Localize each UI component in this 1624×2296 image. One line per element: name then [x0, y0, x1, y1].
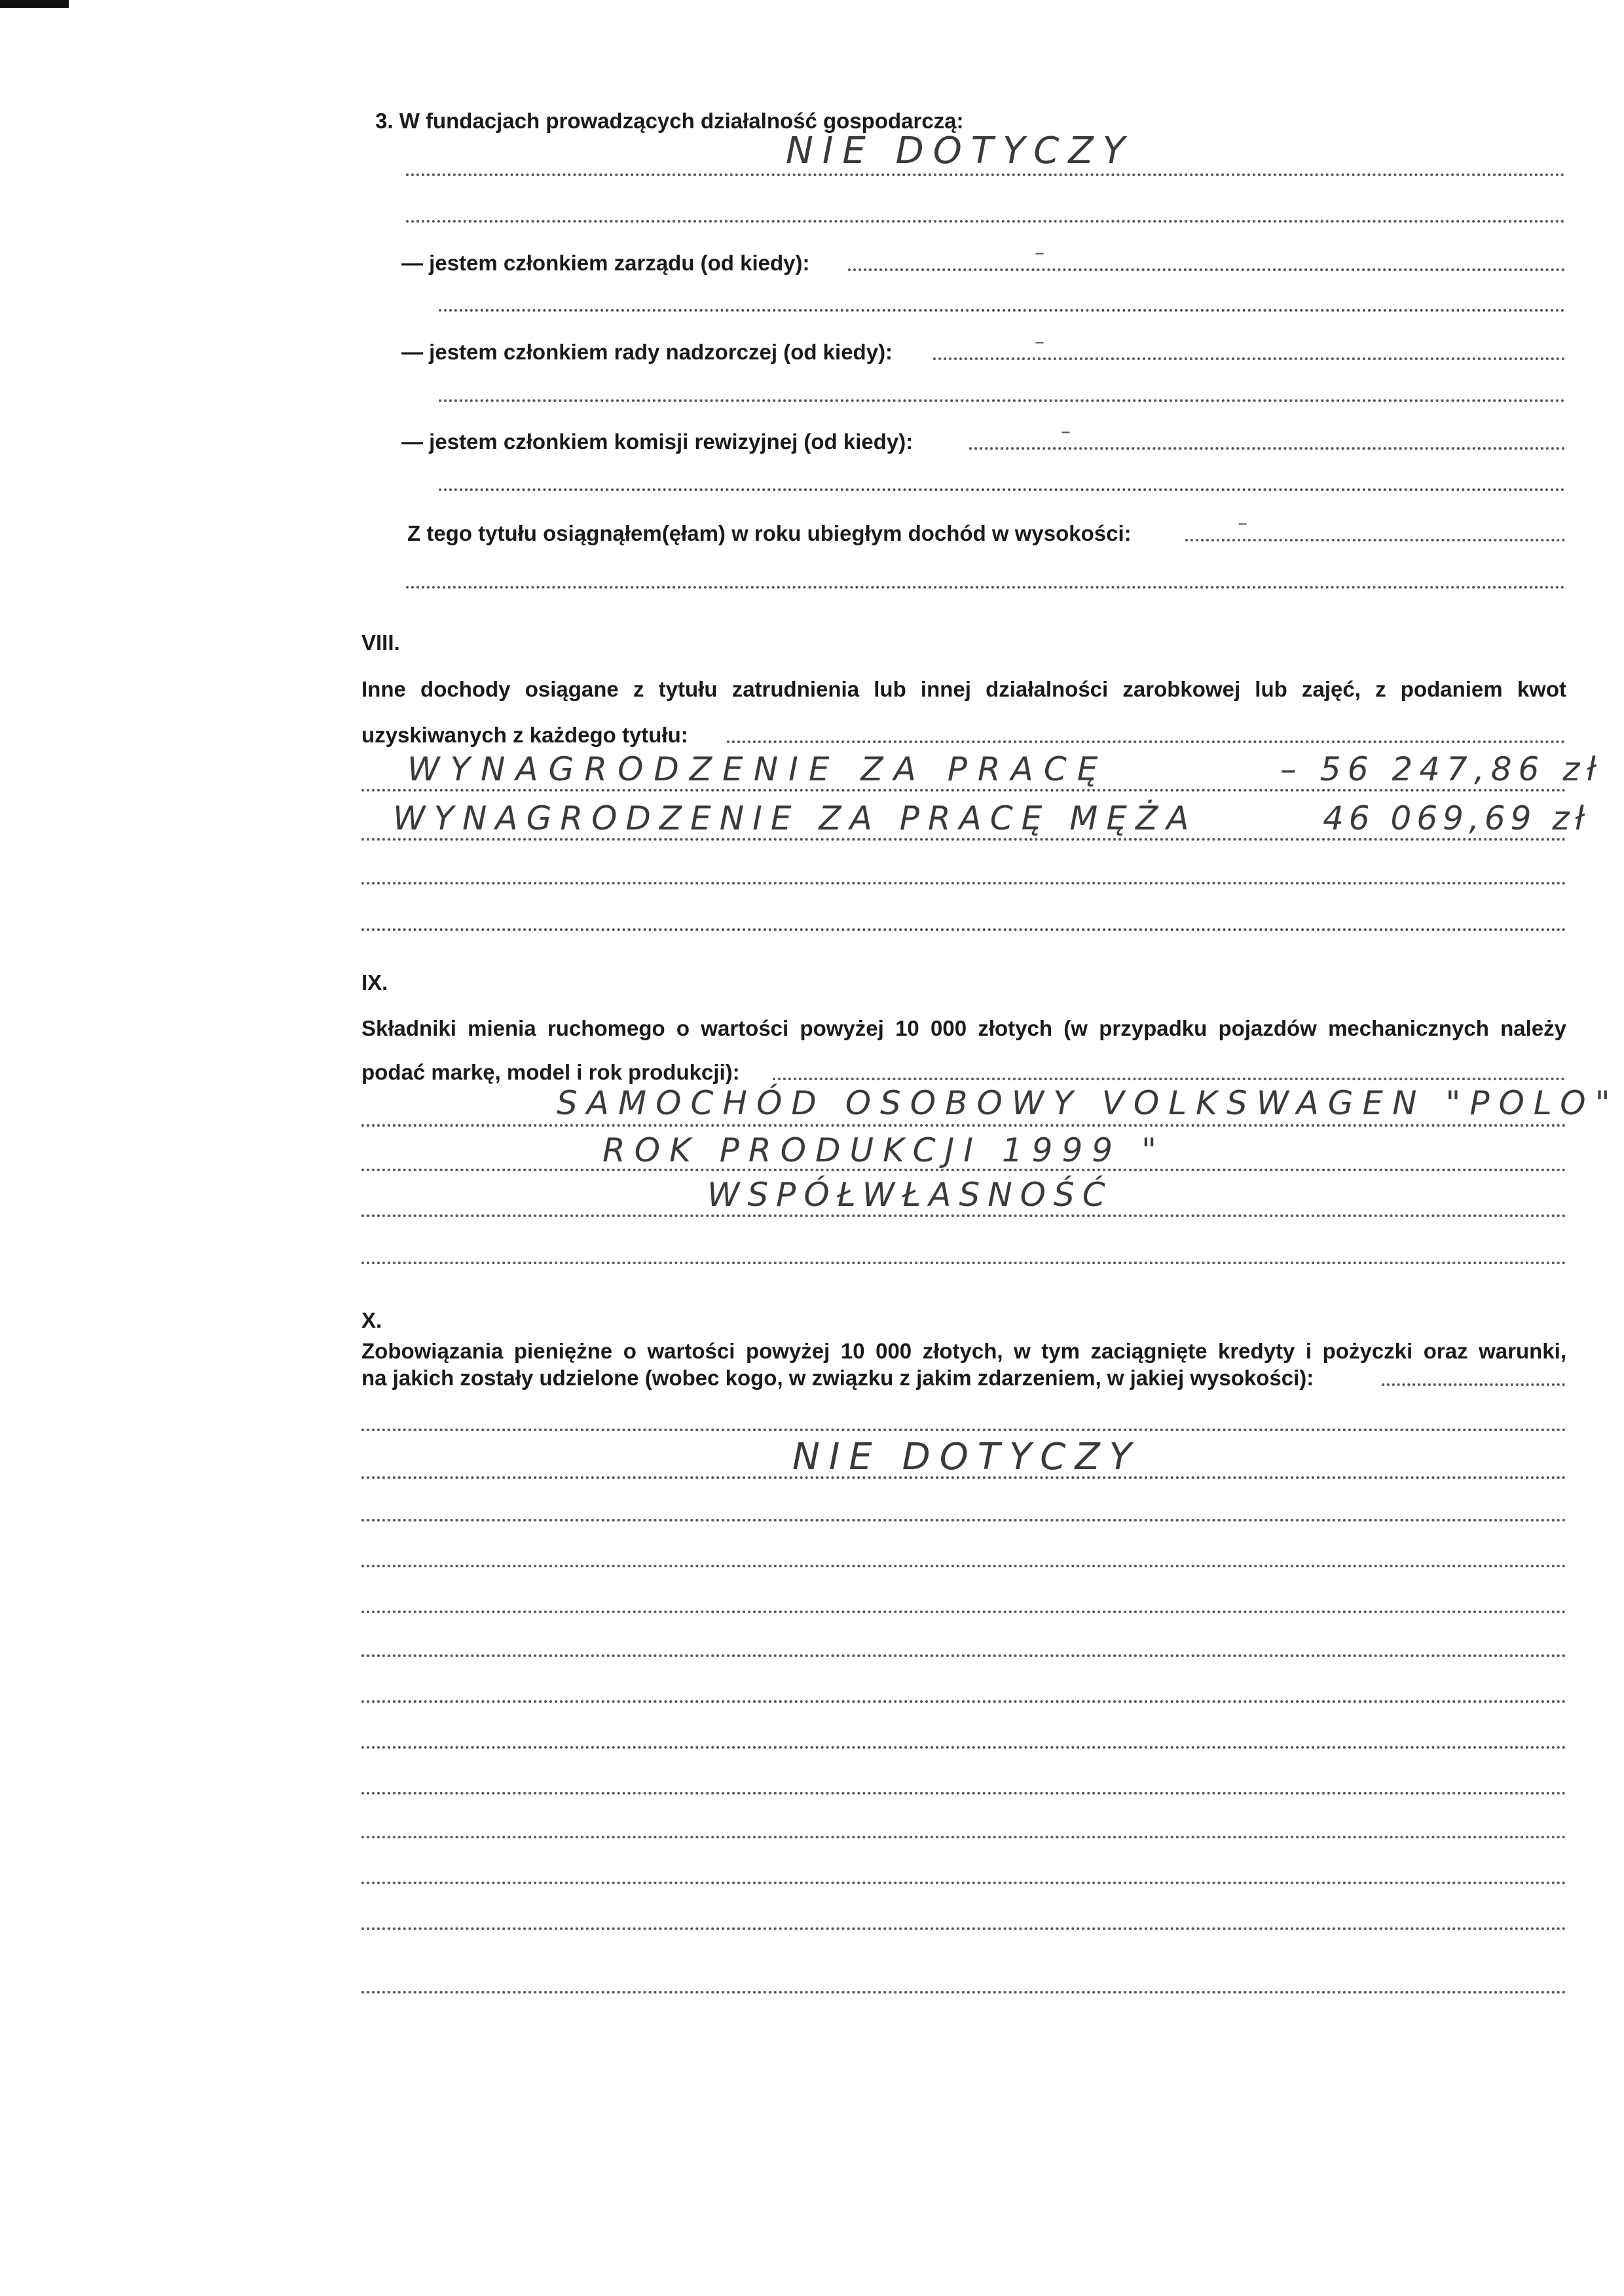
dotted-line [773, 1078, 1565, 1080]
dotted-line [1382, 1383, 1565, 1386]
dotted-line [406, 173, 1565, 176]
sec9-co-ownership-line: WSPÓŁWŁASNOŚĆ [707, 1176, 1113, 1214]
handwritten-dash: – [1061, 420, 1071, 443]
dotted-line [361, 1429, 1566, 1431]
sec8-income-1-desc: WYNAGRODZENIE ZA PRACĘ [407, 750, 1109, 788]
dotted-line [361, 1565, 1566, 1567]
sec9-heading: IX. [361, 970, 388, 994]
sec9-text-line2: podać markę, model i rok produkcji): [361, 1060, 740, 1084]
dotted-line [361, 1836, 1566, 1838]
dotted-line [406, 586, 1565, 589]
sec8-heading: VIII. [361, 630, 400, 655]
sec10-handwritten-answer: NIE DOTYCZY [792, 1436, 1141, 1478]
dotted-line [406, 220, 1565, 223]
sec3-rada-label: — jestem członkiem rady nadzorczej (od kiedy): [401, 340, 893, 364]
dotted-line [361, 1654, 1566, 1657]
sec3-komisja-label: — jestem członkiem komisji rewizyjnej (od kiedy): [401, 429, 913, 454]
dotted-line [361, 928, 1566, 931]
dotted-line [727, 740, 1565, 743]
dotted-line [439, 488, 1565, 491]
sec3-handwritten-answer: NIE DOTYCZY [786, 130, 1134, 172]
sec9-production-year-line: ROK PRODUKCJI 1999 " [602, 1131, 1166, 1169]
handwritten-dash: – [1035, 242, 1044, 264]
dotted-line [361, 1700, 1566, 1703]
sec10-text-line2: na jakich zostały udzielone (wobec kogo, w związku z jakim zdarzeniem, w jakiej wysokości): [361, 1366, 1314, 1390]
dotted-line [933, 357, 1565, 360]
dotted-line [361, 789, 1566, 792]
dotted-line [361, 1214, 1566, 1217]
dotted-line [361, 1792, 1566, 1795]
handwritten-dash: – [1035, 331, 1044, 354]
sec3-zarzad-label: — jestem członkiem zarządu (od kiedy): [401, 251, 810, 275]
dotted-line [361, 1519, 1566, 1522]
dotted-line [969, 447, 1565, 450]
dotted-line [361, 838, 1566, 841]
dotted-line [361, 1882, 1566, 1884]
dotted-line [361, 1991, 1566, 1994]
dotted-line [439, 309, 1565, 312]
sec3-title: 3. W fundacjach prowadzących działalność gospodarczą: [375, 109, 964, 133]
dotted-line [361, 1611, 1566, 1613]
sec9-vehicle-line: SAMOCHÓD OSOBOWY VOLKSWAGEN "POLO" [557, 1084, 1619, 1122]
sec10-text-line1: Zobowiązania pieniężne o wartości powyżej 10 000 złotych, w tym zaciągnięte kredyty i pożyczki oraz warunki, [361, 1339, 1566, 1363]
handwritten-dash: – [1238, 512, 1247, 535]
scan-corner-mark [0, 0, 69, 8]
dotted-line [361, 882, 1566, 884]
dotted-line [361, 1927, 1566, 1930]
sec8-text-line2: uzyskiwanych z każdego tytułu: [361, 723, 688, 747]
sec8-income-2-amount: 46 069,69 zł [1323, 799, 1589, 837]
dotted-line [361, 1476, 1566, 1479]
sec10-heading: X. [361, 1308, 382, 1332]
dotted-line [361, 1124, 1566, 1127]
dotted-line [361, 1169, 1566, 1171]
sec3-dochod-label: Z tego tytułu osiągnąłem(ęłam) w roku ubiegłym dochód w wysokości: [407, 521, 1132, 545]
dotted-line [439, 399, 1565, 402]
sec8-income-1-amount: – 56 247,86 zł [1280, 750, 1602, 788]
sec8-income-2-desc: WYNAGRODZENIE ZA PRACĘ MĘŻA [393, 799, 1198, 837]
sec8-text-line1: Inne dochody osiągane z tytułu zatrudnienia lub innej działalności zarobkowej lub zajęć, z podaniem kwot [361, 677, 1566, 701]
dotted-line [848, 268, 1565, 271]
sec9-text-line1: Składniki mienia ruchomego o wartości powyżej 10 000 złotych (w przypadku pojazdów mechanicznych należy [361, 1016, 1566, 1040]
dotted-line [361, 1262, 1566, 1264]
dotted-line [1185, 539, 1565, 541]
dotted-line [361, 1746, 1566, 1749]
